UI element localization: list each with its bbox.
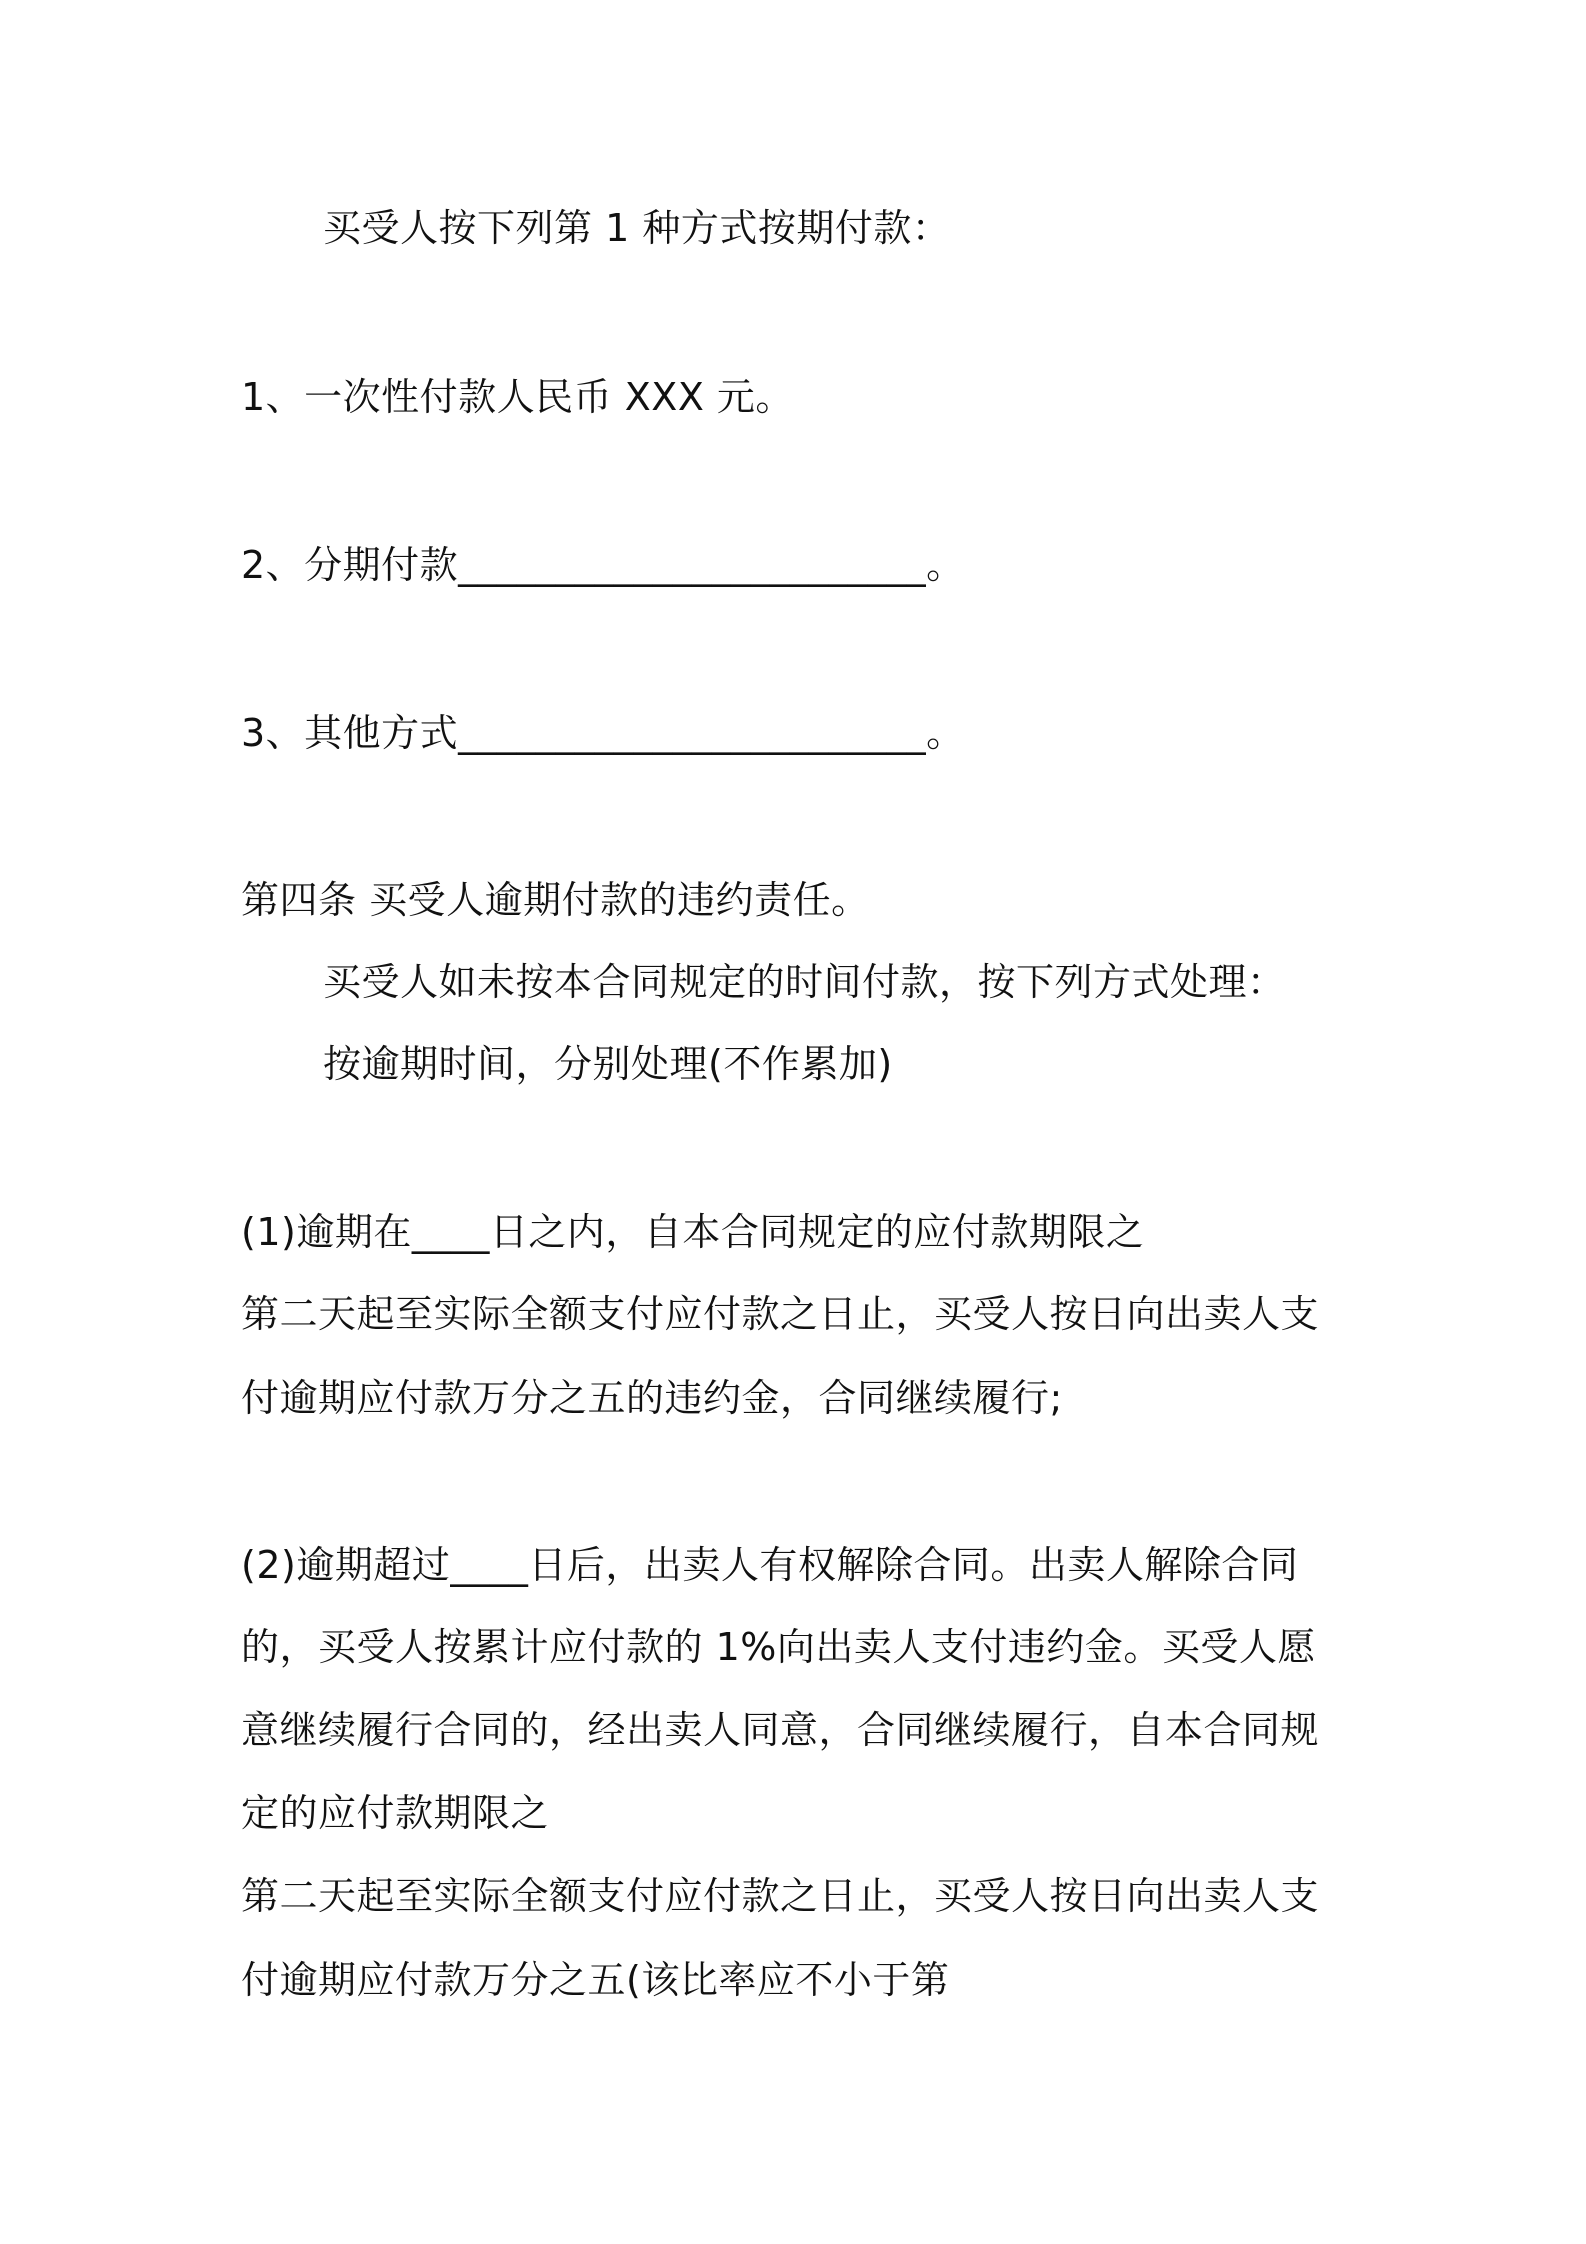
- clause-1-line-1: (1)逾期在____日之内，自本合同规定的应付款期限之: [241, 1210, 1145, 1254]
- clause-2-line-5: 第二天起至实际全额支付应付款之日止，买受人按日向出卖人支: [241, 1874, 1320, 1918]
- clause-1-line-2: 第二天起至实际全额支付应付款之日止，买受人按日向出卖人支: [241, 1292, 1320, 1336]
- clause-1-line-3: 付逾期应付款万分之五的违约金，合同继续履行;: [241, 1376, 1063, 1420]
- late-payment-intro: 买受人如未按本合同规定的时间付款，按下列方式处理：: [323, 960, 1286, 1004]
- clause-2-line-6: 付逾期应付款万分之五(该比率应不小于第: [241, 1958, 950, 2002]
- clause-2-line-4: 定的应付款期限之: [241, 1791, 550, 1835]
- clause-2-line-2: 的，买受人按累计应付款的 1%向出卖人支付违约金。买受人愿: [241, 1625, 1316, 1669]
- payment-option-3: 3、其他方式________________________。: [241, 711, 965, 755]
- payment-method-intro: 买受人按下列第 1 种方式按期付款：: [323, 206, 951, 250]
- clause-2-line-3: 意继续履行合同的，经出卖人同意，合同继续履行，自本合同规: [241, 1708, 1320, 1752]
- article-four-heading: 第四条 买受人逾期付款的违约责任。: [241, 878, 870, 922]
- payment-option-2: 2、分期付款________________________。: [241, 543, 965, 587]
- late-payment-handling: 按逾期时间，分别处理(不作累加): [323, 1042, 893, 1086]
- clause-2-line-1: (2)逾期超过____日后，出卖人有权解除合同。出卖人解除合同: [241, 1543, 1299, 1587]
- payment-option-1: 1、一次性付款人民币 XXX 元。: [241, 375, 794, 419]
